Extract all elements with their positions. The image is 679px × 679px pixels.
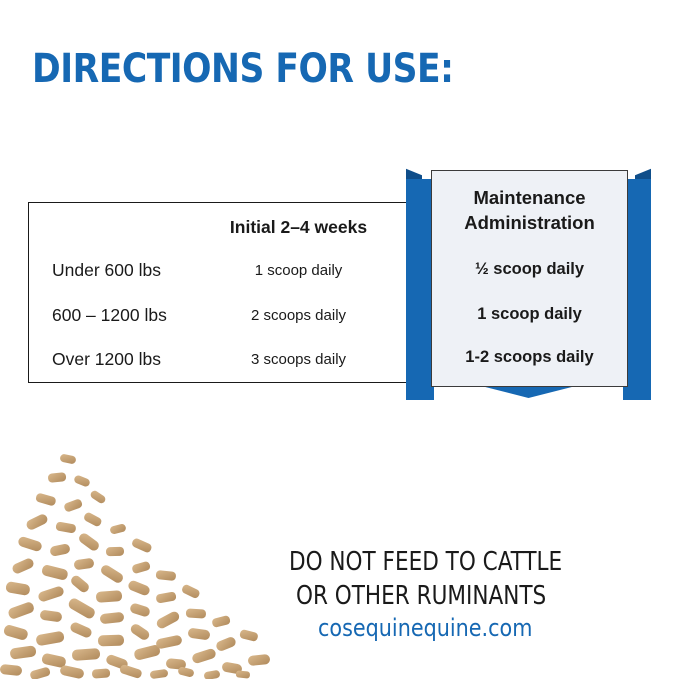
table-row-weight-1: Under 600 lbs [52, 260, 161, 280]
website-link[interactable]: cosequinequine.com [318, 614, 533, 642]
table-row-weight-2: 600 – 1200 lbs [52, 305, 167, 325]
maintenance-dose-3: 1-2 scoops daily [465, 348, 594, 366]
page-title: DIRECTIONS FOR USE: [32, 46, 454, 92]
warning-line-1: DO NOT FEED TO CATTLE [289, 547, 563, 577]
maintenance-title-line-1: Maintenance [473, 187, 586, 208]
table-row-initial-1: 1 scoop daily [254, 262, 343, 279]
ribbon-tail-left [406, 374, 434, 400]
maintenance-title-line-2: Administration [464, 212, 595, 233]
feed-pellets-illustration [0, 419, 320, 679]
maintenance-dose-2: 1 scoop daily [477, 305, 582, 323]
table-row-initial-3: 3 scoops daily [250, 351, 347, 368]
table-row-weight-3: Over 1200 lbs [52, 349, 161, 369]
maintenance-callout-title [431, 185, 628, 235]
maintenance-dose-1: ½ scoop daily [474, 260, 585, 278]
table-row-initial-2: 2 scoops daily [250, 307, 347, 324]
initial-column-header: Initial 2–4 weeks [229, 217, 368, 237]
warning-line-2: OR OTHER RUMINANTS [296, 581, 547, 611]
